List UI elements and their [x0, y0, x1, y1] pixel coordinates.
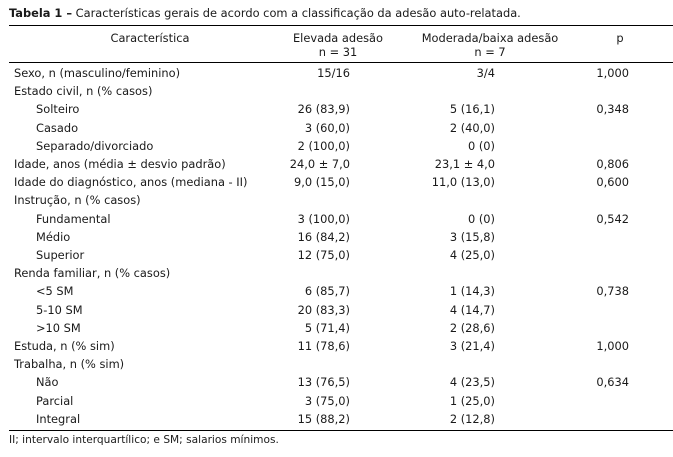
cell-low-adherence: 3 (21,4): [449, 339, 495, 353]
cell-low-adherence: 1 (14,3): [449, 284, 495, 299]
row-label: Idade, anos (média ± desvio padrão): [14, 157, 226, 171]
row-label: Casado: [36, 120, 79, 135]
cell-low-adherence: 0 (0): [467, 211, 495, 226]
row-label: Parcial: [36, 393, 74, 408]
table-caption: [9, 6, 521, 20]
cell-p-value: 0,348: [596, 102, 629, 117]
row-label: Trabalha, n (% sim): [14, 357, 125, 372]
row-label: Integral: [36, 411, 81, 426]
header-rule: [9, 62, 673, 63]
header-high-adherence-n: n = 31: [318, 45, 358, 59]
cell-p-value: 0,542: [596, 211, 629, 226]
cell-p-value: 0,806: [596, 157, 629, 171]
cell-high-adherence: 2 (100,0): [297, 138, 350, 153]
cell-high-adherence: 20 (83,3): [297, 302, 350, 317]
row-label: Superior: [36, 248, 85, 262]
row-label: Separado/divorciado: [36, 138, 154, 153]
cell-high-adherence: 3 (100,0): [297, 211, 350, 226]
row-label: Idade do diagnóstico, anos (mediana - II): [14, 175, 248, 190]
row-label: <5 SM: [36, 284, 74, 299]
header-low-adherence: Moderada/baixa adesão: [421, 31, 559, 45]
header-p: p: [616, 31, 624, 45]
cell-high-adherence: 13 (76,5): [297, 375, 350, 390]
cell-high-adherence: 15/16: [317, 66, 350, 80]
cell-high-adherence: 12 (75,0): [297, 248, 350, 262]
row-label: Estado civil, n (% casos): [14, 84, 153, 99]
cell-low-adherence: 2 (40,0): [449, 120, 495, 135]
cell-high-adherence: 3 (75,0): [304, 393, 350, 408]
header-low-adherence-n: n = 7: [474, 45, 506, 59]
cell-low-adherence: 4 (25,0): [449, 248, 495, 262]
header-high-adherence: Elevada adesão: [292, 31, 384, 45]
cell-low-adherence: 0 (0): [467, 138, 495, 153]
row-label: 5-10 SM: [36, 302, 83, 317]
row-label: Médio: [36, 229, 71, 244]
caption-text: Características gerais de acordo com a classificação da adesão auto-relatada.: [75, 6, 521, 20]
cell-high-adherence: 24,0 ± 7,0: [289, 157, 350, 171]
cell-low-adherence: 5 (16,1): [449, 102, 495, 117]
cell-high-adherence: 11 (78,6): [297, 339, 350, 353]
cell-high-adherence: 15 (88,2): [297, 411, 350, 426]
row-label: Fundamental: [36, 211, 111, 226]
cell-p-value: 1,000: [596, 66, 629, 80]
cell-p-value: 0,738: [596, 284, 629, 299]
cell-low-adherence: 2 (28,6): [449, 320, 495, 335]
row-label: Estuda, n (% sim): [14, 339, 115, 353]
row-label: Solteiro: [36, 102, 80, 117]
row-label: >10 SM: [36, 320, 81, 335]
cell-low-adherence: 11,0 (13,0): [431, 175, 495, 190]
cell-high-adherence: 26 (83,9): [297, 102, 350, 117]
cell-p-value: 0,634: [596, 375, 629, 390]
table-footnote: II; intervalo interquartílico; e SM; salarios mínimos.: [9, 434, 279, 446]
caption-label: Tabela 1 –: [9, 6, 73, 20]
cell-low-adherence: 3/4: [476, 66, 495, 80]
cell-low-adherence: 3 (15,8): [449, 229, 495, 244]
cell-high-adherence: 5 (71,4): [304, 320, 350, 335]
cell-high-adherence: 16 (84,2): [297, 229, 350, 244]
cell-high-adherence: 6 (85,7): [304, 284, 350, 299]
cell-high-adherence: 9,0 (15,0): [294, 175, 350, 190]
row-label: Não: [36, 375, 59, 390]
row-label: Renda familiar, n (% casos): [14, 266, 171, 281]
top-rule: [9, 25, 673, 26]
cell-p-value: 1,000: [596, 339, 629, 353]
cell-low-adherence: 23,1 ± 4,0: [434, 157, 495, 171]
header-characteristic: Característica: [110, 31, 190, 45]
cell-low-adherence: 4 (14,7): [449, 302, 495, 317]
row-label: Instrução, n (% casos): [14, 193, 141, 208]
bottom-rule: [9, 430, 673, 431]
cell-p-value: 0,600: [596, 175, 629, 190]
cell-low-adherence: 1 (25,0): [449, 393, 495, 408]
cell-low-adherence: 2 (12,8): [449, 411, 495, 426]
cell-high-adherence: 3 (60,0): [304, 120, 350, 135]
cell-low-adherence: 4 (23,5): [449, 375, 495, 390]
row-label: Sexo, n (masculino/feminino): [14, 66, 181, 80]
